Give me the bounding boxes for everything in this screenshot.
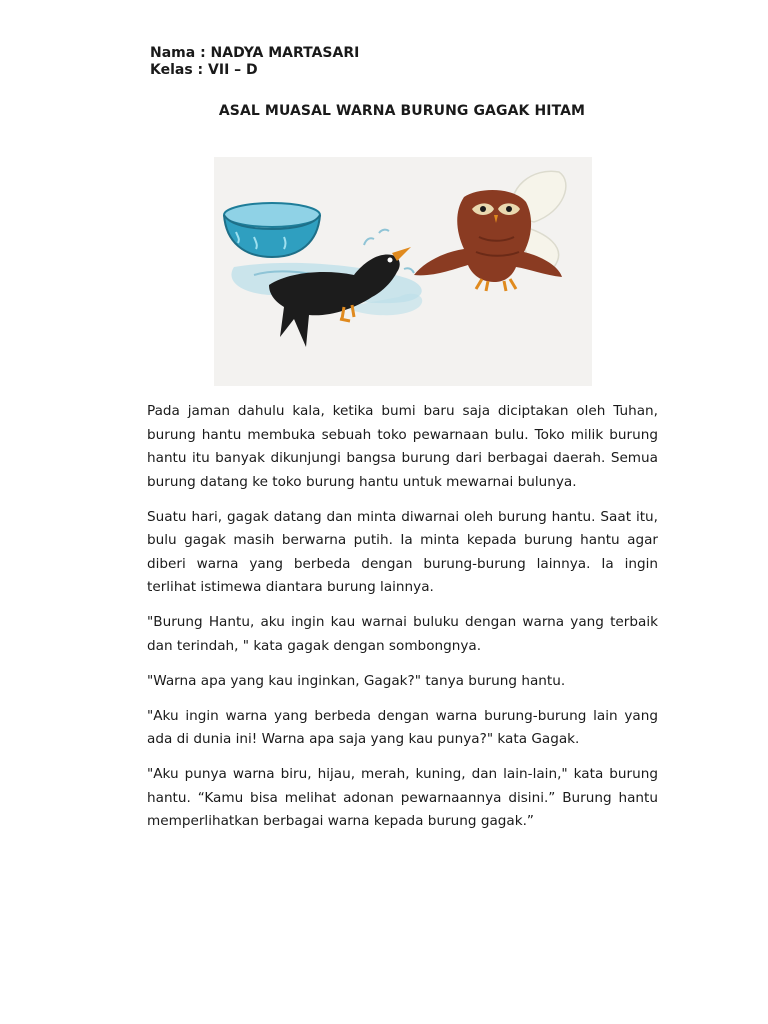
student-name: Nama : NADYA MARTASARI [150, 45, 360, 61]
water-bowl-icon [224, 203, 320, 257]
paragraph: Suatu hari, gagak datang dan minta diwarnai oleh burung hantu. Saat itu, bulu gagak masih berwarna putih. Ia minta kepada burung hantu agar diberi warna yang berbeda dengan burung-burung lainnya. Ia ingin terlihat istimewa diantara burung lainnya. [147, 508, 658, 595]
story-title-row [0, 103, 768, 119]
paragraph: "Burung Hantu, aku ingin kau warnai buluku dengan warna yang terbaik dan terindah, " kata gagak dengan sombongnya. [147, 614, 658, 654]
paragraph: "Aku punya warna biru, hijau, merah, kuning, dan lain-lain," kata burung hantu. “Kamu bisa melihat adonan pewarnaannya disini.” Burung hantu memperlihatkan berbagai warna kepada burung gagak.” [147, 766, 658, 829]
illustration-svg [214, 157, 592, 386]
student-class: Kelas : VII – D [150, 62, 258, 78]
story-illustration [214, 157, 592, 386]
story-title: ASAL MUASAL WARNA BURUNG GAGAK HITAM [218, 103, 586, 119]
paragraph: Pada jaman dahulu kala, ketika bumi baru saja diciptakan oleh Tuhan, burung hantu membuka sebuah toko pewarnaan bulu. Toko milik burung hantu itu banyak dikunjungi bangsa burung dari berbagai daerah. Semua burung datang ke toko burung hantu untuk mewarnai bulunya. [147, 403, 658, 490]
paragraph: "Aku ingin warna yang berbeda dengan warna burung-burung lain yang ada di dunia ini! Warna apa saja yang kau punya?" kata Gagak. [147, 707, 658, 747]
story-body [147, 400, 658, 845]
document-header [150, 45, 359, 79]
paragraph: "Warna apa yang kau inginkan, Gagak?" tanya burung hantu. [147, 672, 566, 689]
